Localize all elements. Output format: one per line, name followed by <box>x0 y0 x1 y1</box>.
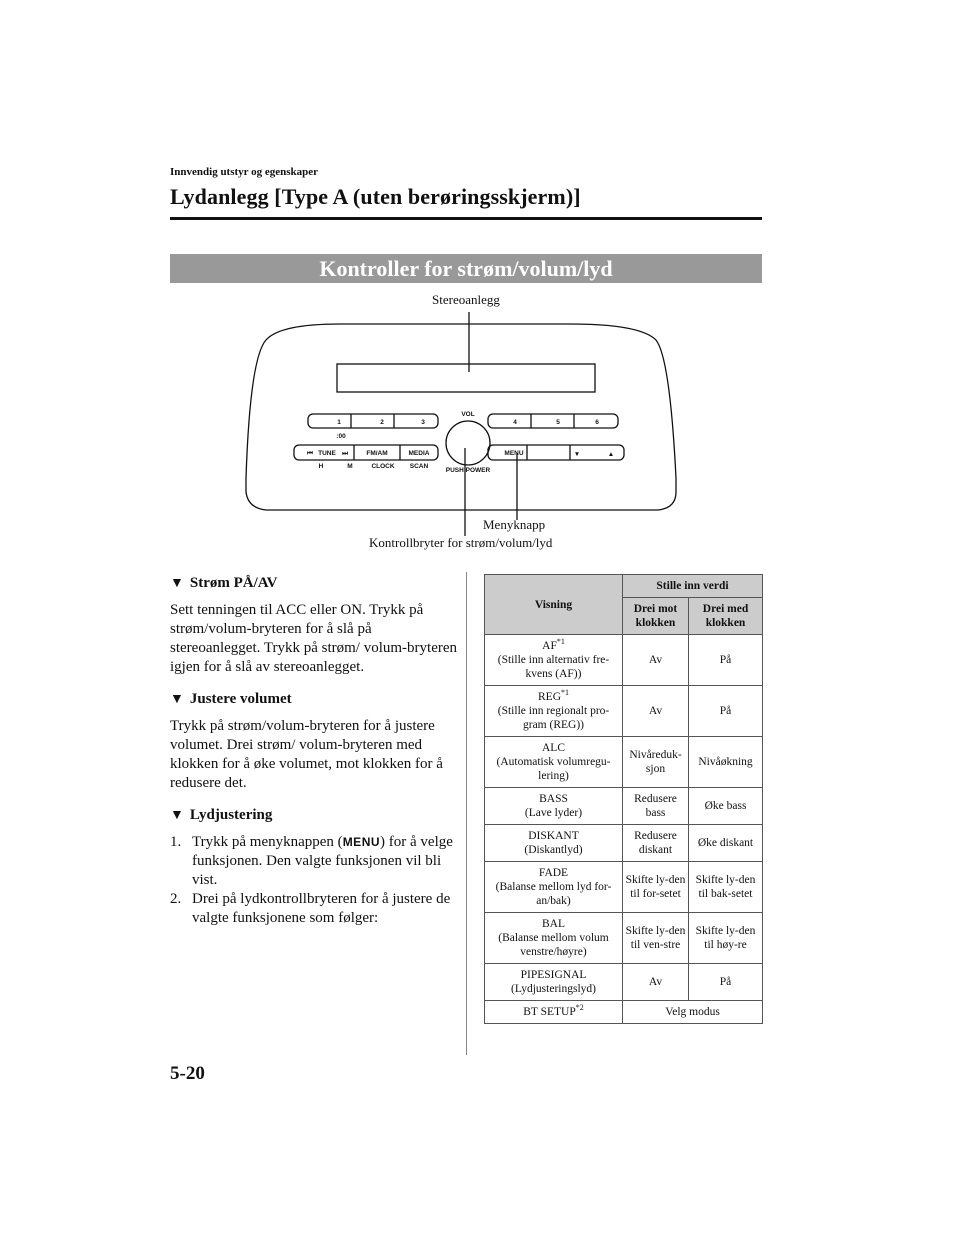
row-cw-value: Øke bass <box>689 788 763 825</box>
row-footnote-mark: *1 <box>561 688 569 698</box>
page-number: 5-20 <box>170 1063 205 1084</box>
table-row <box>485 862 763 913</box>
row-cw-value: På <box>689 635 763 686</box>
row-name: FADE <box>538 867 569 879</box>
row-display <box>485 1001 623 1024</box>
preset-row-left <box>308 414 438 428</box>
settings-table <box>484 574 763 1024</box>
heading-volume <box>170 691 460 708</box>
row-ccw-value: Av <box>623 964 689 1001</box>
preset-6-label: 6 <box>595 419 599 426</box>
row-value: Velg modus <box>623 1001 763 1024</box>
table-row <box>485 686 763 737</box>
row-description: (Lydjusteringslyd) <box>511 983 596 995</box>
display-window <box>337 364 595 392</box>
stereo-figure <box>170 288 762 560</box>
preset-5-label: 5 <box>556 419 560 426</box>
page-title: Lydanlegg [Type A (uten berøringsskjerm)] <box>170 184 581 209</box>
header-ccw: Drei mot klokken <box>623 598 689 635</box>
row-name: BAL <box>542 918 565 930</box>
row-ccw-value: Skifte ly-den til for-setet <box>623 862 689 913</box>
row-display <box>485 964 623 1001</box>
section-banner: Kontroller for strøm/volum/lyd <box>170 254 762 283</box>
seek-back-icon: ⏮ <box>307 450 313 457</box>
heading-power-label: Strøm PÅ/AV <box>189 575 278 591</box>
table-row <box>485 913 763 964</box>
row-description: (Stille inn regionalt pro-gram (REG)) <box>497 705 610 731</box>
step-2-text: Drei på lydkontrollbryteren for å justere de valgte funksjonene som følger: <box>192 891 451 926</box>
tune-label: TUNE <box>318 450 336 457</box>
preset-3-label: 3 <box>421 419 425 426</box>
power-volume-knob <box>446 421 490 465</box>
heading-power <box>170 575 460 592</box>
row-description: (Stille inn alternativ fre-kvens (AF)) <box>497 654 610 680</box>
menu-key-symbol: MENU <box>342 835 381 849</box>
row-description: (Diskantlyd) <box>524 844 583 856</box>
heading-sound <box>170 807 460 824</box>
clock-label: CLOCK <box>371 463 395 470</box>
media-label: MEDIA <box>408 450 430 457</box>
push-power-label: PUSH POWER <box>445 467 491 474</box>
row-display <box>485 788 623 825</box>
table-body <box>485 635 763 1024</box>
row-cw-value: På <box>689 686 763 737</box>
up-arrow-icon: ▲ <box>607 451 615 458</box>
row-name: DISKANT <box>528 830 579 842</box>
row-display <box>485 686 623 737</box>
row-display <box>485 737 623 788</box>
header-display: Visning <box>485 575 623 635</box>
row-description: (Balanse mellom lyd for-an/bak) <box>495 881 612 907</box>
table-row <box>485 825 763 862</box>
hour-label: H <box>318 463 324 470</box>
callout-power: Kontrollbryter for strøm/volum/lyd <box>369 535 553 550</box>
zero-label: :00 <box>336 433 346 440</box>
row-cw-value: Skifte ly-den til bak-setet <box>689 862 763 913</box>
table-row <box>485 964 763 1001</box>
row-cw-value: På <box>689 964 763 1001</box>
row-ccw-value: Skifte ly-den til ven-stre <box>623 913 689 964</box>
row-ccw-value: Redusere bass <box>623 788 689 825</box>
step-2-number: 2. <box>170 891 182 907</box>
table-row <box>485 635 763 686</box>
row-ccw-value: Av <box>623 686 689 737</box>
menu-label: MENU <box>504 450 524 457</box>
table-row <box>485 788 763 825</box>
triangle-icon: ▼ <box>170 692 184 707</box>
preset-1-label: 1 <box>337 419 341 426</box>
step-1 <box>170 833 460 890</box>
breadcrumb: Innvendig utstyr og egenskaper <box>170 166 319 178</box>
preset-2-label: 2 <box>380 419 384 426</box>
minute-label: M <box>347 463 353 470</box>
row-name: PIPESIGNAL <box>520 969 587 981</box>
heading-sound-label: Lydjustering <box>189 807 273 823</box>
row-name: REG <box>538 691 561 703</box>
row-footnote-mark: *2 <box>575 1003 584 1013</box>
step-2 <box>170 890 460 928</box>
row-cw-value: Skifte ly-den til høy-re <box>689 913 763 964</box>
row-ccw-value: Redusere diskant <box>623 825 689 862</box>
row-display <box>485 825 623 862</box>
title-rule <box>170 217 762 220</box>
row-name: ALC <box>542 742 565 754</box>
table-row <box>485 737 763 788</box>
row-name: BT SETUP <box>523 1006 576 1018</box>
preset-4-label: 4 <box>513 419 517 426</box>
scan-label: SCAN <box>409 463 429 470</box>
step-1-number: 1. <box>170 834 182 850</box>
triangle-icon: ▼ <box>170 576 184 591</box>
triangle-icon: ▼ <box>170 808 184 823</box>
row-ccw-value: Nivåreduk-sjon <box>623 737 689 788</box>
para-power: Sett tenningen til ACC eller ON. Trykk på strøm/volum-bryteren for å slå på stereoanlegget. Trykk på strøm/ volum-bryteren igjen for å slå av stereoanlegget. <box>170 602 458 675</box>
stereo-unit-illustration <box>170 288 762 560</box>
row-description: (Automatisk volumregu-lering) <box>496 756 611 782</box>
down-arrow-icon: ▼ <box>573 451 581 458</box>
header-setting: Stille inn verdi <box>623 575 763 598</box>
callout-menu: Menyknapp <box>483 517 546 532</box>
heading-volume-label: Justere volumet <box>189 691 292 707</box>
row-cw-value: Øke diskant <box>689 825 763 862</box>
row-cw-value: Nivåøkning <box>689 737 763 788</box>
row-display <box>485 635 623 686</box>
left-column <box>170 575 460 928</box>
row-display <box>485 862 623 913</box>
row-footnote-mark: *1 <box>556 637 565 647</box>
fmam-label: FM/AM <box>366 450 388 457</box>
row-ccw-value: Av <box>623 635 689 686</box>
vol-label: VOL <box>461 411 475 418</box>
row-name: BASS <box>539 793 568 805</box>
callout-stereo: Stereoanlegg <box>432 292 500 307</box>
row-description: (Lave lyder) <box>524 807 583 819</box>
table-row <box>485 1001 763 1024</box>
column-divider <box>466 572 467 1055</box>
header-cw: Drei med klokken <box>689 598 763 635</box>
row-name: AF <box>542 640 557 652</box>
para-volume: Trykk på strøm/volum-bryteren for å justere volumet. Drei strøm/ volum-bryteren med klokken for å øke volumet, mot klokken for å redusere det. <box>170 718 443 791</box>
row-display <box>485 913 623 964</box>
row-description: (Balanse mellom volum venstre/høyre) <box>498 932 609 958</box>
seek-forward-icon: ⏭ <box>342 450 348 457</box>
step-1-text: Trykk på menyknappen (MENU) for å velge funksjonen. Den valgte funksjonen vil bli vist. <box>192 834 453 888</box>
